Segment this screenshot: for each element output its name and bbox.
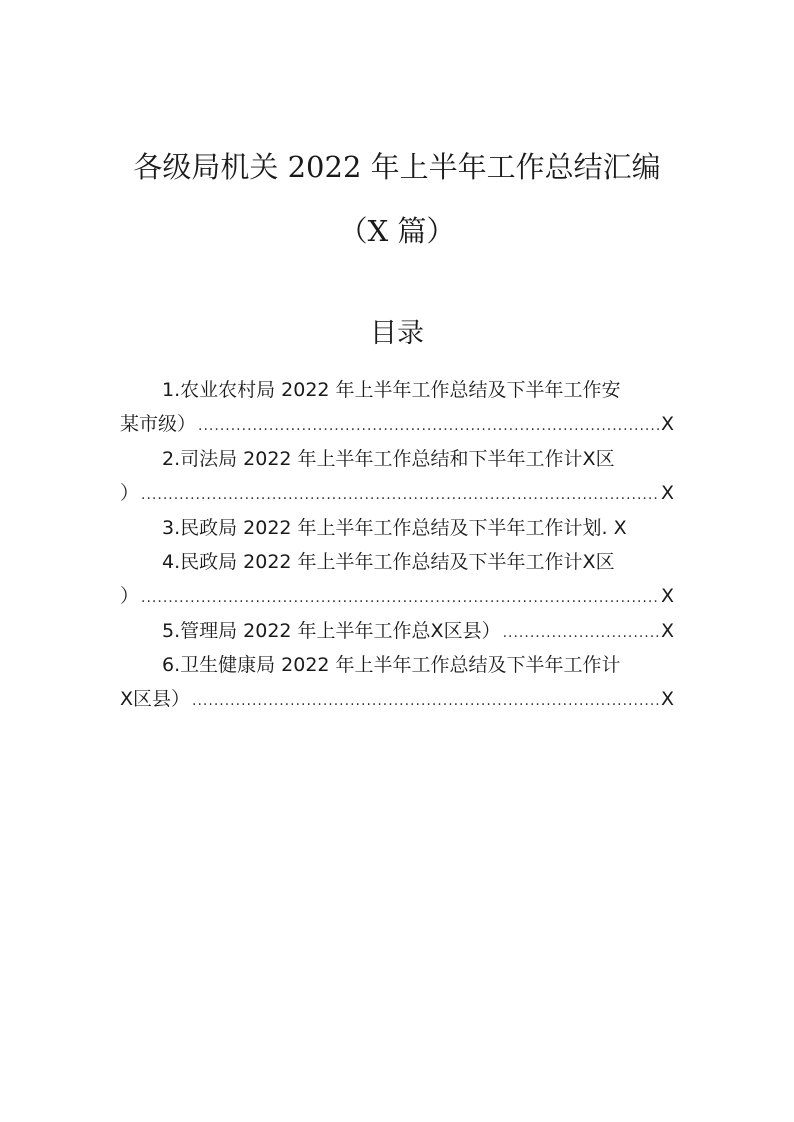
toc-heading: 目录 [370, 318, 424, 349]
toc-page-number: X [660, 620, 674, 642]
toc-entry-text: X区县） [120, 688, 191, 710]
toc-entry-4-line2[interactable] [120, 583, 674, 611]
toc-entry-text: 某市级） [120, 413, 197, 435]
document-subtitle: （X 篇） [338, 214, 456, 248]
toc-leader-dots [198, 413, 659, 439]
toc-entry-1-line1[interactable]: 1.农业农村局 2022 年上半年工作总结及下半年工作安 [162, 379, 621, 401]
toc-entry-4-line1[interactable]: 4.民政局 2022 年上半年工作总结及下半年工作计X区 [162, 551, 615, 573]
toc-entry-2-line1[interactable]: 2.司法局 2022 年上半年工作总结和下半年工作计X区 [162, 448, 615, 470]
toc-entry-text: 5.管理局 2022 年上半年工作总X区县） [162, 620, 501, 642]
toc-leader-dots [141, 482, 659, 508]
toc-entry-6-line1[interactable]: 6.卫生健康局 2022 年上半年工作总结及下半年工作计 [162, 654, 621, 676]
toc-page-number: X [660, 585, 674, 607]
toc-entry-1-line2[interactable] [120, 411, 674, 439]
toc-leader-dots [141, 585, 659, 611]
toc-page-number: X [660, 688, 674, 710]
toc-entry-6-line2[interactable] [120, 686, 674, 714]
document-title: 各级局机关 2022 年上半年工作总结汇编 [133, 150, 661, 184]
toc-entry-text: ） [120, 482, 140, 504]
toc-entry-5-line1[interactable] [120, 618, 674, 646]
toc-leader-dots [503, 620, 659, 646]
toc-entry-2-line2[interactable] [120, 480, 674, 508]
toc-page-number: X [660, 482, 674, 504]
toc-leader-dots [192, 688, 659, 714]
toc-entry-text: ） [120, 585, 140, 607]
toc-page-number: X [660, 413, 674, 435]
toc-entry-3-line1[interactable]: 3.民政局 2022 年上半年工作总结及下半年工作计划. X [162, 517, 627, 539]
